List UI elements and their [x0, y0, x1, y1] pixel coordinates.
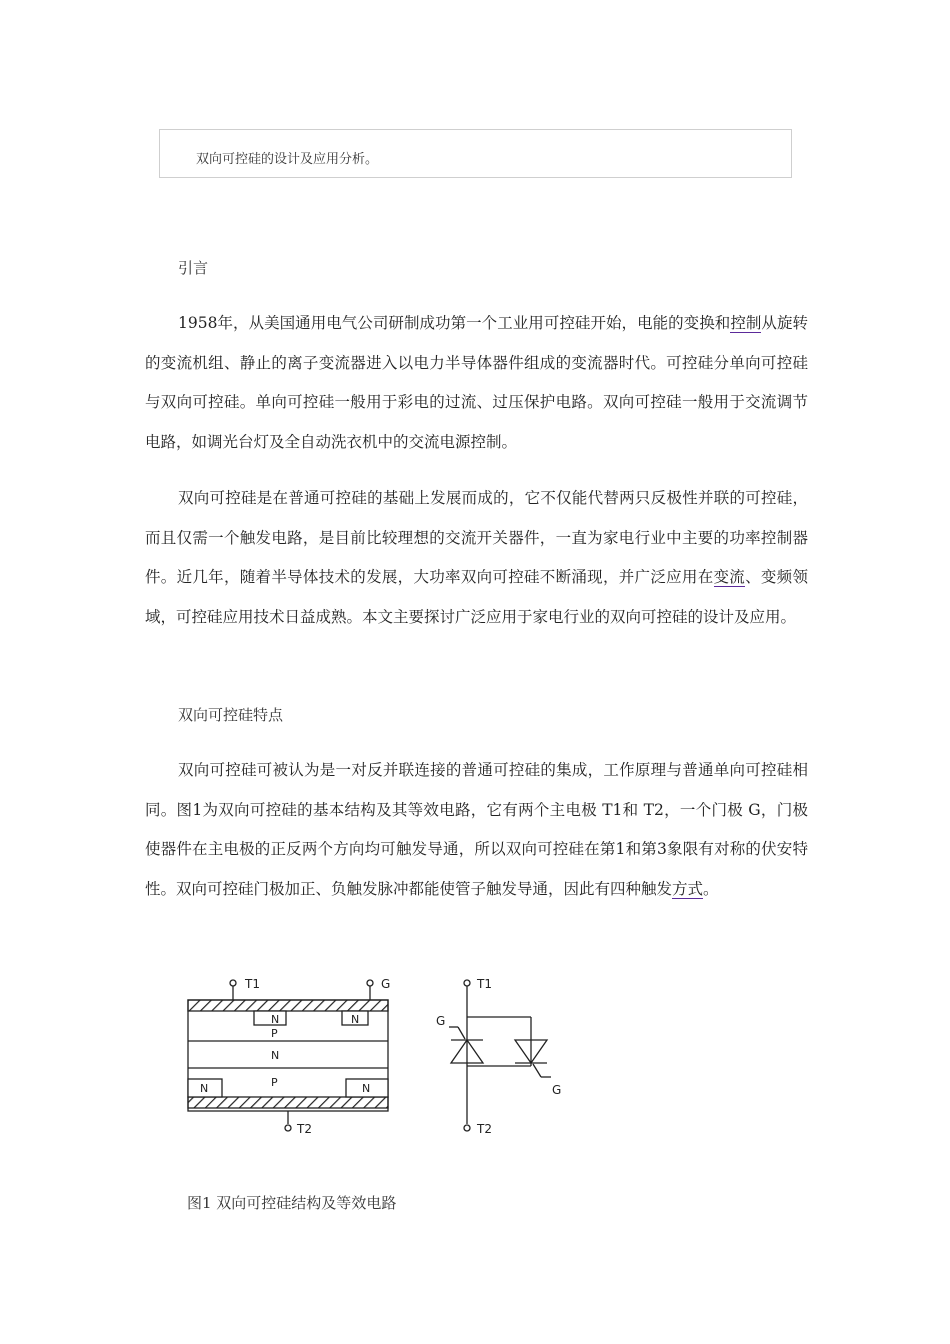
figure-caption: 图1 双向可控硅结构及等效电路: [187, 1194, 397, 1212]
label-g-circuit-left: G: [436, 1014, 446, 1028]
label-g-circuit-right: G: [552, 1083, 562, 1097]
label-p-upper: P: [271, 1027, 278, 1040]
label-p-lower: P: [271, 1076, 278, 1089]
figure-triac-diagram: [180, 968, 580, 1143]
label-t1-circuit: T1: [477, 977, 492, 991]
label-n-middle: N: [271, 1049, 280, 1062]
link-method[interactable]: 方式: [672, 879, 704, 898]
label-n-top-left: N: [271, 1013, 280, 1026]
label-t2-structure: T2: [297, 1122, 312, 1136]
label-g-structure: G: [381, 977, 391, 991]
label-t1-structure: T1: [245, 977, 260, 991]
section-heading-features: 双向可控硅特点: [178, 706, 284, 724]
summary-text: 双向可控硅的设计及应用分析。: [196, 152, 379, 167]
link-control[interactable]: 控制: [730, 314, 762, 332]
paragraph-intro-1: 1958年，从美国通用电气公司研制成功第一个工业用可控硅开始，电能的变换和控制从旋转的变流机组、静止的离子变流器进入以电力半导体器件组成的变流器时代。可控硅分单向可控硅与双向可控硅。单向可控硅一般用于彩电的过流、过压保护电路。双向可控硅一般用于交流调节电路，如调光台灯及全自动洗衣机中的交流电源控制。: [145, 314, 808, 451]
label-n-top-right: N: [351, 1013, 360, 1026]
section-heading-intro: 引言: [178, 259, 209, 277]
link-converter[interactable]: 变流: [713, 568, 746, 586]
triac-equivalent-circuit: [449, 980, 551, 1131]
summary-box: [159, 129, 792, 178]
label-n-bottom-right: N: [362, 1082, 371, 1095]
paragraph-features: 双向可控硅可被认为是一对反并联连接的普通可控硅的集成，工作原理与普通单向可控硅相同。图1为双向可控硅的基本结构及其等效电路，它有两个主电极 T1和 T2，一个门极 G，门极使器件在主电极的正反两个方向均可触发导通，所以双向可控硅在第1和第3象限有对称的伏安特性。双向可控硅门极加正、负触发脉冲都能使管子触发导通，因此有四种触发方式。: [145, 761, 808, 898]
triac-structure-section: [188, 980, 388, 1131]
paragraph-intro-2: 双向可控硅是在普通可控硅的基础上发展而成的，它不仅能代替两只反极性并联的可控硅，而且仅需一个触发电路，是目前比较理想的交流开关器件，一直为家电行业中主要的功率控制器件。近几年，随着半导体技术的发展，大功率双向可控硅不断涌现，并广泛应用在变流、变频领域，可控硅应用技术日益成熟。本文主要探讨广泛应用于家电行业的双向可控硅的设计及应用。: [145, 489, 808, 626]
label-t2-circuit: T2: [477, 1122, 492, 1136]
label-n-bottom-left: N: [200, 1082, 209, 1095]
